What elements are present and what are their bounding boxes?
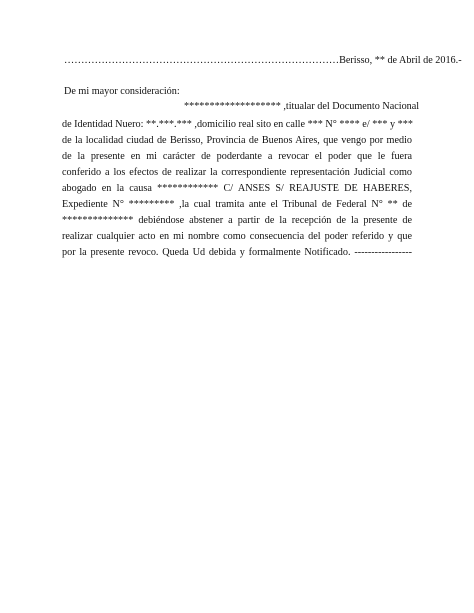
- body-line-7: Expediente N° ********* ,la cual tramita ante el Tribunal de Federal N° ** de: [62, 199, 412, 210]
- body-line-4: de la presente en mi carácter de poderdante a revocar el poder que le fuera: [62, 151, 412, 162]
- body-line-8: ************** debiéndose abstener a partir de la recepción de la presente de: [62, 215, 412, 226]
- body-line-9: realizar cualquier acto en mi nombre como consecuencia del poder referido y que: [62, 231, 412, 242]
- body-line-1: ******************* ,titualar del Documento Nacional: [184, 101, 420, 112]
- greeting: De mi mayor consideración:: [64, 86, 180, 97]
- body-line-5: conferido a los efectos de realizar la correspondiente representación Judicial como: [62, 167, 412, 178]
- date-line: ………………………………………………………………………Berisso, ** de Abril de 2016.-: [64, 55, 462, 66]
- body-line-10: por la presente revoco. Queda Ud debida y formalmente Notificado. -----------------: [62, 247, 412, 258]
- body-line-3: de la localidad ciudad de Berisso, Provincia de Buenos Aires, que vengo por medio: [62, 135, 412, 146]
- body-line-6: abogado en la causa ************ C/ ANSES S/ REAJUSTE DE HABERES,: [62, 183, 412, 194]
- body-line-2: de Identidad Nuero: **.***.*** ,domicilio real sito en calle *** N° **** e/ *** y ***: [62, 119, 413, 130]
